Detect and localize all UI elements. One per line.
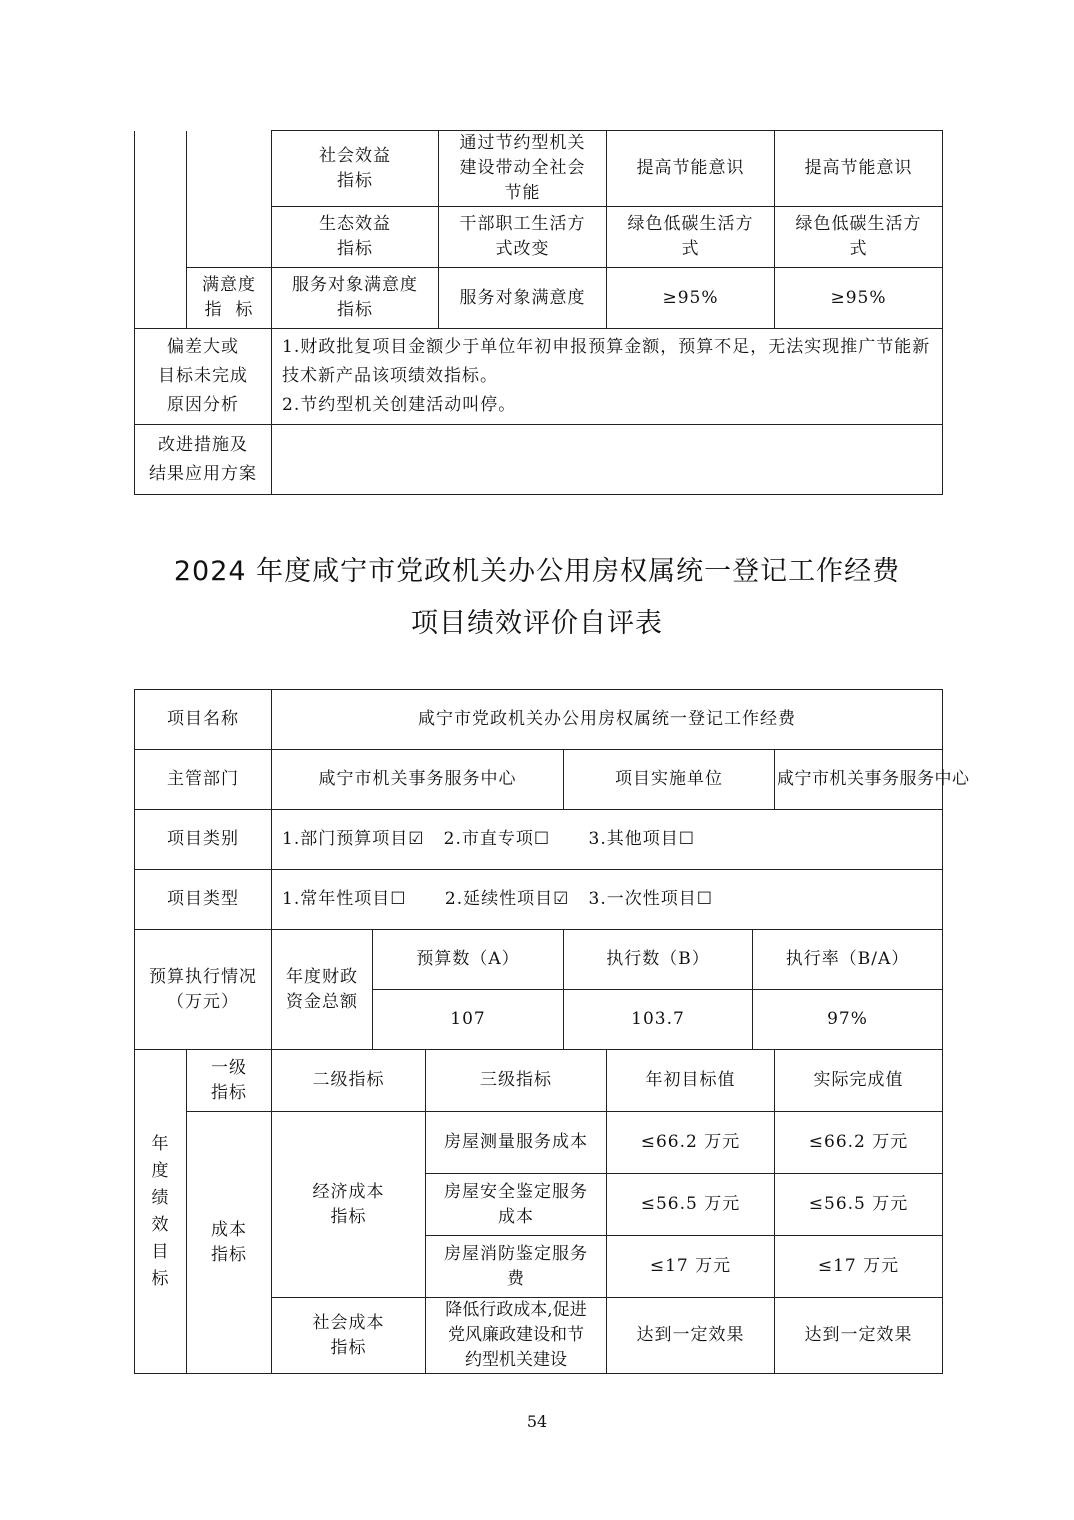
cost-row-actual: ≤17 万元 bbox=[775, 1236, 943, 1298]
category-value: 1.部门预算项目☑ 2.市直专项☐ 3.其他项目☐ bbox=[272, 810, 943, 870]
project-name-value: 咸宁市党政机关办公用房权属统一登记工作经费 bbox=[272, 690, 943, 750]
cost-row-tertiary: 房屋测量服务成本 bbox=[426, 1112, 607, 1174]
cost-row-tertiary: 房屋消防鉴定服务 费 bbox=[426, 1236, 607, 1298]
cost-indicator-label: 成本 指标 bbox=[187, 1112, 272, 1374]
continuation-table bbox=[134, 130, 943, 495]
satisfaction-tertiary: 服务对象满意度 bbox=[439, 268, 607, 329]
cost-row-target: 达到一定效果 bbox=[607, 1298, 775, 1374]
eco-benefit-tertiary: 干部职工生活方 式改变 bbox=[439, 207, 607, 268]
eco-benefit-actual: 绿色低碳生活方 式 bbox=[775, 207, 943, 268]
budget-header-rate: 执行率（B/A） bbox=[753, 930, 943, 990]
cost-row-target: ≤66.2 万元 bbox=[607, 1112, 775, 1174]
document-title-line1: 2024 年度咸宁市党政机关办公用房权属统一登记工作经费 bbox=[173, 556, 901, 587]
goal-col-continued bbox=[135, 131, 187, 329]
cost-row-target: ≤17 万元 bbox=[607, 1236, 775, 1298]
type-value: 1.常年性项目☐ 2.延续性项目☑ 3.一次性项目☐ bbox=[272, 870, 943, 930]
category-label: 项目类别 bbox=[135, 810, 272, 870]
improvement-text bbox=[272, 425, 943, 495]
satisfaction-actual: ≥95% bbox=[775, 268, 943, 329]
improvement-label: 改进措施及 结果应用方案 bbox=[135, 425, 272, 495]
cost-row-actual: ≤56.5 万元 bbox=[775, 1174, 943, 1236]
document-title-line2: 项目绩效评价自评表 bbox=[411, 608, 663, 639]
budget-header-a: 预算数（A） bbox=[373, 930, 564, 990]
annual-goal-label bbox=[135, 1050, 187, 1374]
evaluation-table bbox=[134, 689, 970, 1374]
cost-row-tertiary: 降低行政成本,促进 党风廉政建设和节 约型机关建设 bbox=[426, 1298, 607, 1374]
cost-row-actual: 达到一定效果 bbox=[775, 1298, 943, 1374]
impl-value: 咸宁市机关事务服务中心 bbox=[775, 750, 943, 810]
social-cost-label: 社会成本 指标 bbox=[272, 1298, 426, 1374]
budget-value-rate: 97% bbox=[753, 990, 943, 1050]
dept-label: 主管部门 bbox=[135, 750, 272, 810]
fiscal-label: 年度财政 资金总额 bbox=[272, 930, 373, 1050]
budget-value-b: 103.7 bbox=[564, 990, 753, 1050]
cost-row-target: ≤56.5 万元 bbox=[607, 1174, 775, 1236]
eco-benefit-label: 生态效益 指标 bbox=[272, 207, 439, 268]
social-benefit-target: 提高节能意识 bbox=[607, 131, 775, 207]
satisfaction-target: ≥95% bbox=[607, 268, 775, 329]
satisfaction-secondary: 服务对象满意度 指标 bbox=[272, 268, 439, 329]
budget-label: 预算执行情况 （万元） bbox=[135, 930, 272, 1050]
social-benefit-actual: 提高节能意识 bbox=[775, 131, 943, 207]
impl-label: 项目实施单位 bbox=[564, 750, 775, 810]
deviation-text: 1.财政批复项目金额少于单位年初申报预算金额，预算不足，无法实现推广节能新技术新产品该项绩效指标。 2.节约型机关创建活动叫停。 bbox=[272, 329, 943, 425]
cost-row-actual: ≤66.2 万元 bbox=[775, 1112, 943, 1174]
economic-cost-label: 经济成本 指标 bbox=[272, 1112, 426, 1298]
type-label: 项目类型 bbox=[135, 870, 272, 930]
deviation-label: 偏差大或 目标未完成 原因分析 bbox=[135, 329, 272, 425]
header-secondary: 二级指标 bbox=[272, 1050, 426, 1112]
header-primary: 一级 指标 bbox=[187, 1050, 272, 1112]
satisfaction-label: 满意度 指 标 bbox=[187, 268, 272, 329]
project-name-label: 项目名称 bbox=[135, 690, 272, 750]
dept-value: 咸宁市机关事务服务中心 bbox=[272, 750, 564, 810]
cost-row-tertiary: 房屋安全鉴定服务 成本 bbox=[426, 1174, 607, 1236]
page-number: 54 bbox=[526, 1412, 548, 1431]
header-actual: 实际完成值 bbox=[775, 1050, 943, 1112]
primary-col-continued bbox=[187, 131, 272, 268]
social-benefit-tertiary: 通过节约型机关 建设带动全社会 节能 bbox=[439, 131, 607, 207]
header-target: 年初目标值 bbox=[607, 1050, 775, 1112]
budget-value-a: 107 bbox=[373, 990, 564, 1050]
annual-goal-text: 年度绩效目标 bbox=[151, 1133, 170, 1289]
header-tertiary: 三级指标 bbox=[426, 1050, 607, 1112]
social-benefit-label: 社会效益 指标 bbox=[272, 131, 439, 207]
eco-benefit-target: 绿色低碳生活方 式 bbox=[607, 207, 775, 268]
budget-header-b: 执行数（B） bbox=[564, 930, 753, 990]
